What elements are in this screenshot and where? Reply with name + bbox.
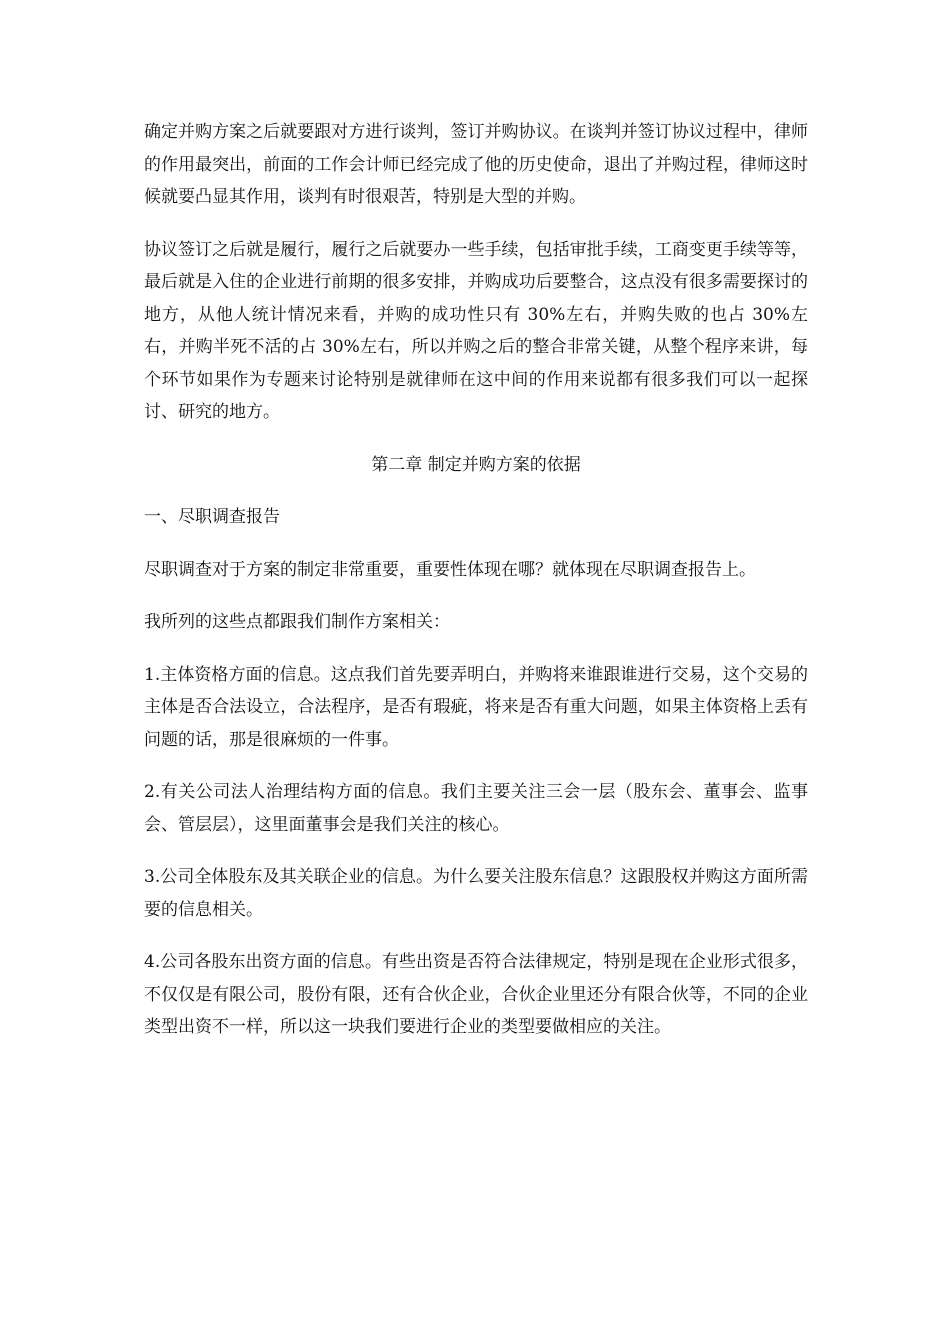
list-item-subject-qualification: 1.主体资格方面的信息。这点我们首先要弄明白，并购将来谁跟谁进行交易，这个交易的主体是否合法设立，合法程序，是否有瑕疵，将来是否有重大问题，如果主体资格上丢有问题的话，那是很麻烦的一件事。: [144, 664, 808, 750]
paragraph-performance: 协议签订之后就是履行，履行之后就要办一些手续，包括审批手续，工商变更手续等等，最后就是入住的企业进行前期的很多安排，并购成功后要整合，这点没有很多需要探讨的地方，从他人统计情况来看，并购的成功性只有 30%左右，并购失败的也占 30%左右，并购半死不活的占 30%左右，所以并购之后的整合非常关键，从整个程序来讲，每个环节如果作为专题来讨论特别是就律师在这中间的作用来说都有很多我们可以一起探讨、研究的地方。: [144, 239, 808, 422]
list-item-shareholders: 3.公司全体股东及其关联企业的信息。为什么要关注股东信息？这跟股权并购这方面所需要的信息相关。: [144, 867, 808, 920]
list-item-capital-contribution: 4.公司各股东出资方面的信息。有些出资是否符合法律规定，特别是现在企业形式很多，不仅仅是有限公司，股份有限，还有合伙企业，合伙企业里还分有限合伙等，不同的企业类型出资不一样，所以这一块我们要进行企业的类型要做相应的关注。: [144, 952, 808, 1037]
chapter-title: 第二章 制定并购方案的依据: [371, 454, 581, 475]
paragraph-negotiation: 确定并购方案之后就要跟对方进行谈判，签订并购协议。在谈判并签订协议过程中，律师的作用最突出，前面的工作会计师已经完成了他的历史使命，退出了并购过程，律师这时候就要凸显其作用，谈判有时很艰苦，特别是大型的并购。: [144, 122, 808, 207]
section-heading: 一、尽职调查报告: [144, 507, 280, 527]
paragraph-due-diligence: 尽职调查对于方案的制定非常重要，重要性体现在哪？就体现在尽职调查报告上。: [144, 559, 756, 580]
list-item-governance-structure: 2.有关公司法人治理结构方面的信息。我们主要关注三会一层（股东会、董事会、监事会、管层层），这里面董事会是我们关注的核心。: [144, 782, 808, 835]
paragraph-list-intro: 我所列的这些点都跟我们制作方案相关：: [144, 612, 450, 632]
document-page: [144, 116, 808, 1064]
